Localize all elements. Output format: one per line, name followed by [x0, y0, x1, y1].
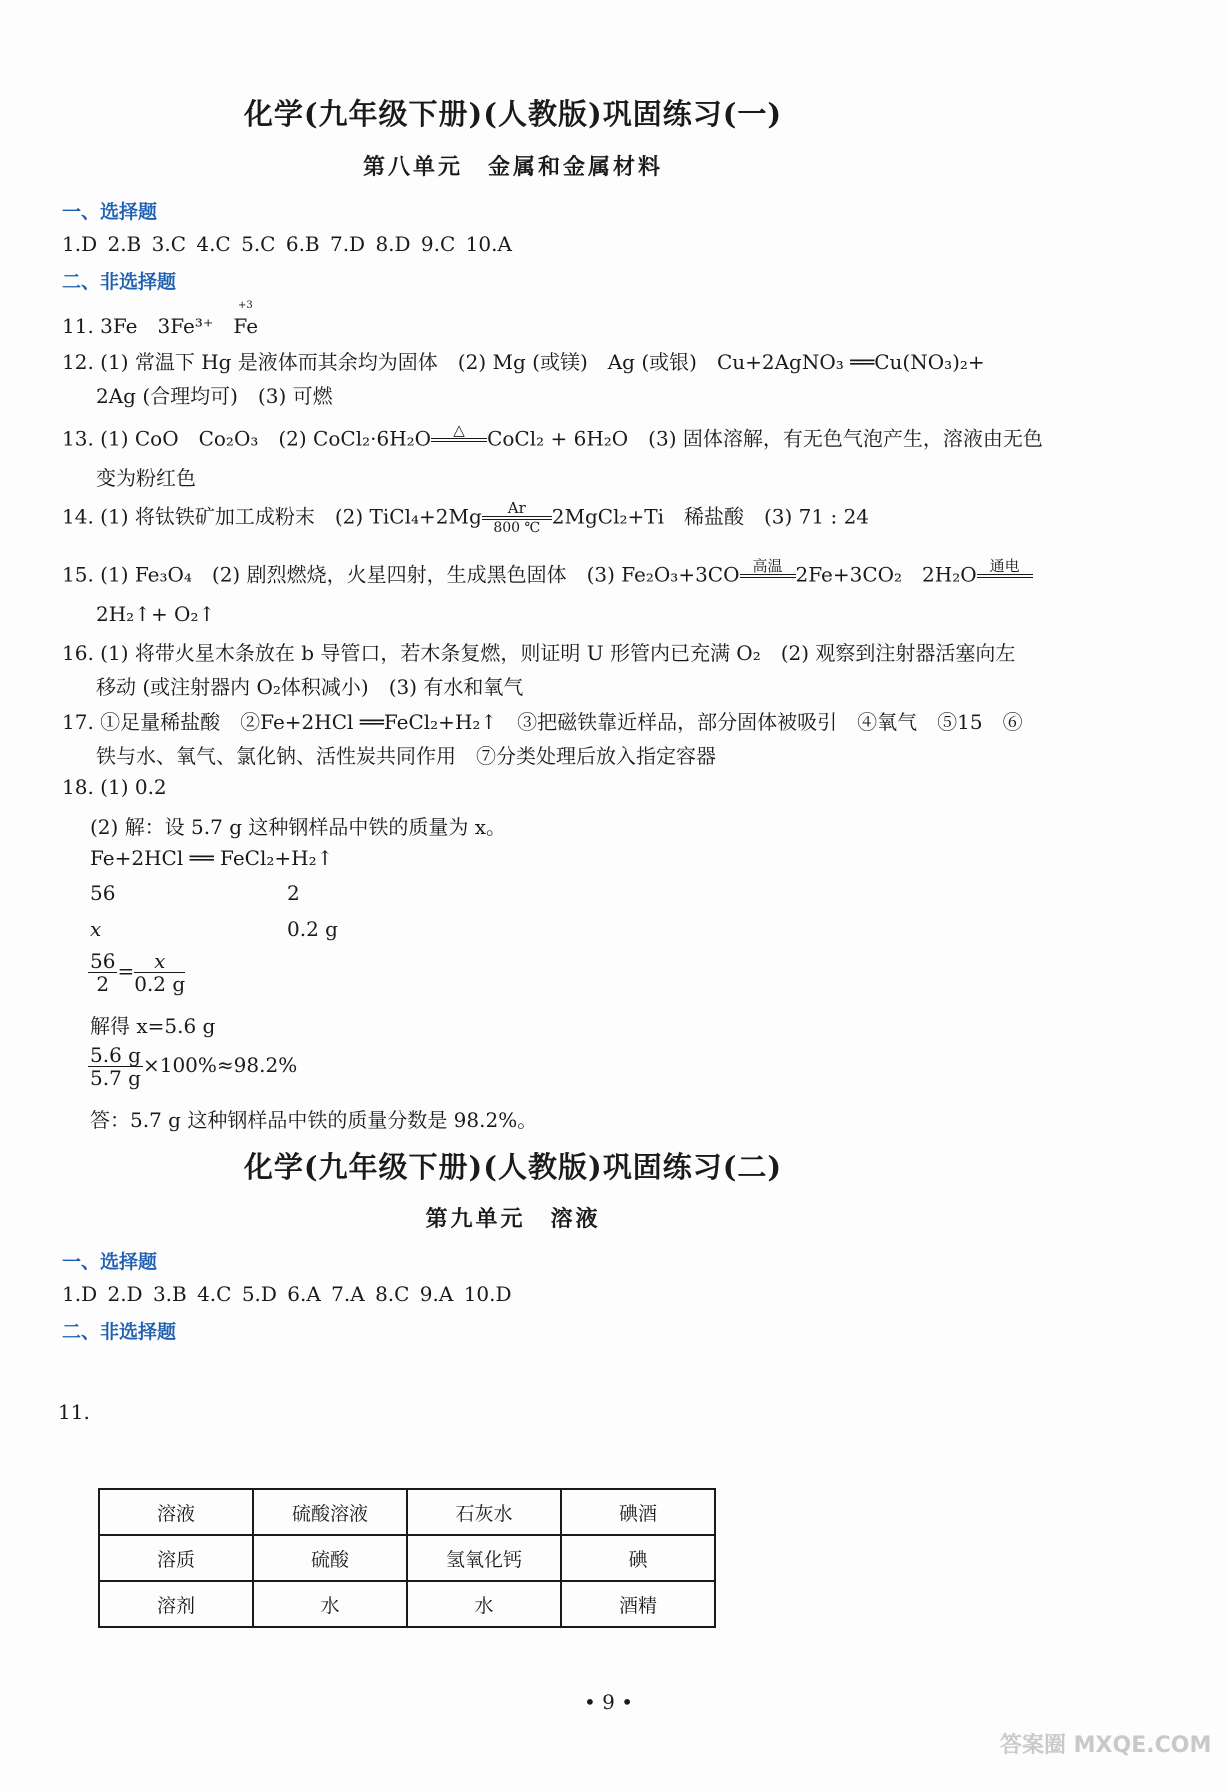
table-cell: 硫酸溶液 — [253, 1489, 407, 1535]
table-cell: 水 — [407, 1581, 561, 1627]
answer-16-line2: 移动 (或注射器内 O₂体积减小) (3) 有水和氧气 — [96, 675, 524, 699]
answer-13-part2: CoCl₂ + 6H₂O (3) 固体溶解，有无色气泡产生，溶液由无色 — [487, 426, 1043, 451]
table-cell: 溶液 — [99, 1489, 253, 1535]
table-cell: 溶质 — [99, 1535, 253, 1581]
arrow-top-electric: 通电 — [989, 557, 1020, 575]
table-cell: 水 — [253, 1581, 407, 1627]
answer-17-line1: 17. ①足量稀盐酸 ②Fe+2HCl ══FeCl₂+H₂↑ ③把磁铁靠近样品，部分固体被吸引 ④氧气 ⑤15 ⑥ — [62, 710, 1023, 734]
fraction-5.6-5.7: $\frac{5.6 g}{5.7 g}$ — [90, 1043, 141, 1090]
answer-11-label-2: 11. — [58, 1400, 90, 1424]
answer-17-line2: 铁与水、氧气、氯化钠、活性炭共同作用 ⑦分类处理后放入指定容器 — [96, 744, 716, 768]
equals-sign: = — [117, 959, 135, 983]
table-cell: 碘酒 — [561, 1489, 715, 1535]
answer-11 — [62, 310, 258, 339]
answer-15-part2: 2Fe+3CO₂ 2H₂O — [795, 562, 977, 587]
reaction-arrow-electric — [977, 558, 1033, 594]
watermark-logo: 答案圈 MXQE.COM — [1000, 1733, 1212, 1758]
table-cell: 碘 — [561, 1535, 715, 1581]
heat-symbol: △ — [453, 421, 465, 439]
title-2: 化学(九年级下册)(人教版)巩固练习(二) — [243, 1150, 783, 1184]
page-number: • 9 • — [584, 1690, 634, 1714]
answer-18-proportion — [88, 950, 185, 995]
answer-18-equation: Fe+2HCl ══ FeCl₂+H₂↑ — [90, 846, 334, 870]
answer-18-h2-mass: 0.2 g — [287, 917, 338, 941]
table-row — [99, 1535, 715, 1581]
table-cell: 石灰水 — [407, 1489, 561, 1535]
answer-18-mass-fe: 56 — [90, 881, 116, 905]
answer-14-part1: 14. (1) 将钛铁矿加工成粉末 (2) TiCl₄+2Mg — [62, 504, 482, 529]
answer-13-line1 — [62, 422, 1043, 458]
choice-answers-1: 1.D 2.B 3.C 4.C 5.C 6.B 7.D 8.D 9.C 10.A — [62, 232, 512, 256]
section-choice-1: 一、选择题 — [62, 201, 158, 223]
answer-18-x: x — [90, 917, 102, 941]
choice-answers-2: 1.D 2.D 3.B 4.C 5.D 6.A 7.A 8.C 9.A 10.D — [62, 1282, 512, 1306]
fraction-x-0.2g: $\frac{x}{0.2 g}$ — [134, 949, 186, 996]
table-cell: 氢氧化钙 — [407, 1535, 561, 1581]
percentage-result: ×100%≈98.2% — [142, 1053, 298, 1077]
answer-15-line1 — [62, 558, 1033, 594]
table-cell: 硫酸 — [253, 1535, 407, 1581]
answer-18-mass-h2: 2 — [287, 881, 300, 905]
arrow-top-hightemp: 高温 — [752, 557, 783, 575]
answer-11-valence: +3 — [238, 300, 253, 311]
answer-12-line1: 12. (1) 常温下 Hg 是液体而其余均为固体 (2) Mg (或镁) Ag (或银) Cu+2AgNO₃ ══Cu(NO₃)₂+ — [62, 350, 985, 374]
reaction-arrow-ar — [482, 500, 552, 536]
fraction-56-2: $\frac{56}{2}$ — [90, 949, 116, 996]
unit-title-1: 第八单元 金属和金属材料 — [362, 154, 663, 180]
reaction-arrow-hightemp — [740, 558, 796, 594]
answer-13-part1: 13. (1) CoO Co₂O₃ (2) CoCl₂·6H₂O — [62, 426, 432, 451]
title-1: 化学(九年级下册)(人教版)巩固练习(一) — [243, 97, 783, 131]
section-nonchoice-2: 二、非选择题 — [62, 1321, 177, 1343]
answer-18-part2-intro: (2) 解：设 5.7 g 这种钢样品中铁的质量为 x。 — [90, 815, 507, 839]
section-choice-2: 一、选择题 — [62, 1251, 158, 1273]
answer-12-line2: 2Ag (合理均可) (3) 可燃 — [96, 384, 333, 408]
answer-14-part2: 2MgCl₂+Ti 稀盐酸 (3) 71 : 24 — [551, 504, 870, 529]
unit-title-2: 第九单元 溶液 — [425, 1206, 601, 1232]
answer-18-conclusion: 答：5.7 g 这种钢样品中铁的质量分数是 98.2%。 — [90, 1108, 538, 1132]
answer-18-solve: 解得 x=5.6 g — [90, 1014, 216, 1038]
table-row — [99, 1581, 715, 1627]
solution-table — [98, 1488, 716, 1628]
arrow-top-ar: Ar — [507, 499, 526, 517]
arrow-bottom-temp: 800 ℃ — [493, 520, 541, 536]
answer-16-line1: 16. (1) 将带火星木条放在 b 导管口，若木条复燃，则证明 U 形管内已充满 O₂ (2) 观察到注射器活塞向左 — [62, 641, 1016, 665]
table-cell: 溶剂 — [99, 1581, 253, 1627]
table-row — [99, 1489, 715, 1535]
table-cell: 酒精 — [561, 1581, 715, 1627]
reaction-arrow-heat — [431, 422, 487, 458]
answer-18-part1: 18. (1) 0.2 — [62, 775, 167, 799]
section-nonchoice-1: 二、非选择题 — [62, 271, 177, 293]
answer-14 — [62, 500, 869, 536]
answer-15-part1: 15. (1) Fe₃O₄ (2) 剧烈燃烧，火星四射，生成黑色固体 (3) Fe₂O₃+3CO — [62, 562, 740, 587]
answer-13-line2: 变为粉红色 — [96, 466, 196, 490]
answer-18-percentage — [88, 1044, 297, 1089]
answer-15-line2: 2H₂↑+ O₂↑ — [96, 602, 216, 626]
answer-11-text: 11. 3Fe 3Fe³⁺ Fe — [62, 314, 259, 338]
